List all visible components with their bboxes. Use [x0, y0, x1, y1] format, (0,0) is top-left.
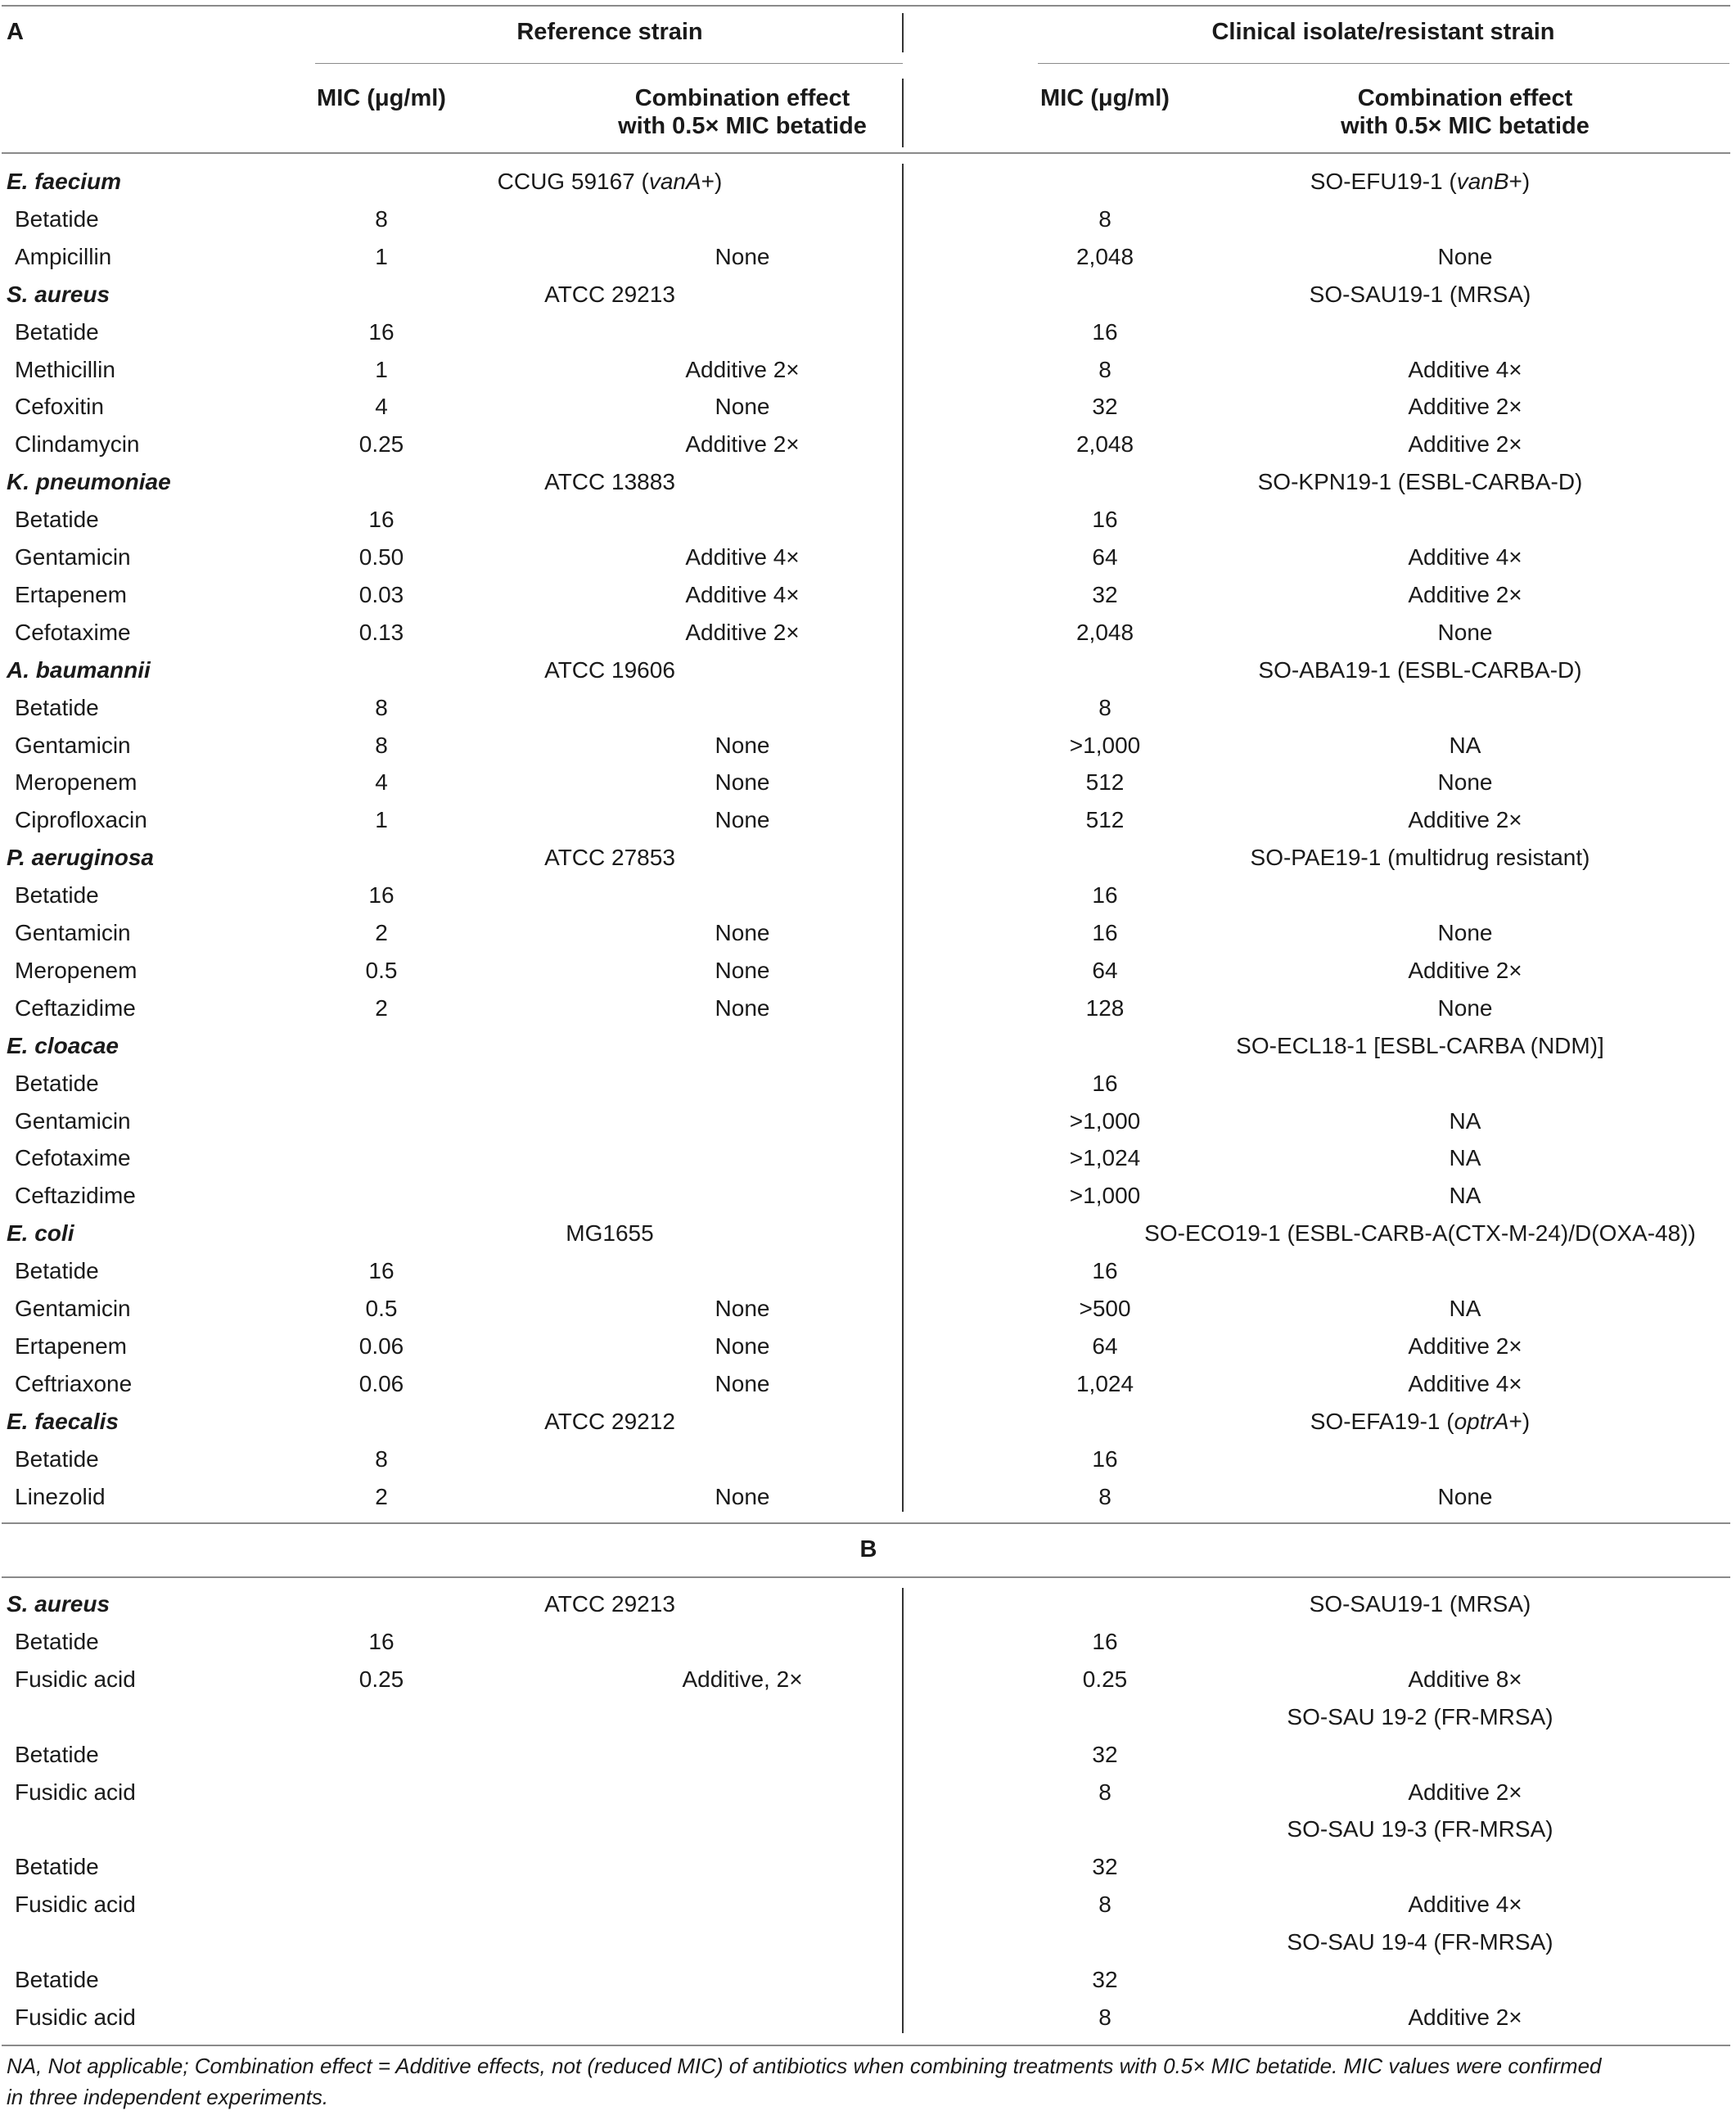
- clinical-mic: 16: [1092, 920, 1118, 945]
- reference-strain-text: ATCC 19606: [544, 656, 675, 683]
- clin-combination-header: Combination effect with 0.5× MIC betatide: [1341, 85, 1589, 139]
- reference-strain: [544, 1590, 675, 1618]
- clinical-mic: 16: [1092, 1445, 1118, 1472]
- reference-combination-effect: None: [715, 957, 770, 983]
- clinical-combination-effect: NA: [1449, 1145, 1481, 1171]
- clinical-combination-effect: None: [1437, 1483, 1493, 1509]
- reference-strain: [566, 1220, 653, 1247]
- header-divider-bottom: [902, 79, 904, 147]
- reference-strain: [498, 168, 723, 196]
- reference-strain-header: Reference strain: [516, 19, 703, 45]
- reference-combination-effect: None: [715, 732, 770, 758]
- reference-mic: 2: [375, 1483, 388, 1509]
- reference-mic: 8: [375, 205, 388, 232]
- reference-mic: 0.25: [358, 431, 404, 458]
- drug-name: Betatide: [15, 694, 99, 720]
- reference-strain: [544, 281, 675, 309]
- clinical-strain-text: SO-ECO19-1 (ESBL-CARB-A(CTX-M-24)/D(OXA-48)): [1144, 1220, 1696, 1247]
- clinical-combination-effect: NA: [1449, 1183, 1481, 1209]
- reference-strain: [544, 1408, 675, 1436]
- drug-name: Betatide: [15, 205, 99, 232]
- footnote-line-2: in three independent experiments.: [7, 2085, 329, 2109]
- bottom-rule: [2, 2045, 1730, 2046]
- drug-name: Ceftriaxone: [15, 1370, 133, 1396]
- reference-mic: 16: [368, 882, 395, 909]
- clinical-span-rule: [1038, 63, 1729, 64]
- reference-strain: [544, 656, 675, 684]
- clinical-strain-tail: +): [1508, 169, 1531, 194]
- header-bottom-rule: [2, 152, 1730, 154]
- drug-name: Betatide: [15, 1258, 99, 1284]
- clinical-mic: 16: [1092, 1070, 1118, 1096]
- clinical-combination-effect: NA: [1449, 732, 1481, 758]
- organism-label: A. baumannii: [7, 656, 151, 683]
- clinical-strain-text: SO-EFU19-1 (: [1310, 169, 1457, 194]
- reference-mic: 0.13: [358, 619, 404, 645]
- clinical-mic: 64: [1092, 957, 1118, 983]
- clinical-mic: >500: [1079, 1296, 1131, 1321]
- drug-name: Linezolid: [15, 1483, 106, 1509]
- reference-mic: 0.25: [358, 1666, 404, 1692]
- drug-name: Gentamicin: [15, 1107, 131, 1134]
- clinical-mic: 32: [1092, 1741, 1118, 1767]
- clinical-combination-effect: None: [1437, 994, 1493, 1021]
- clinical-strain: [1287, 1928, 1553, 1956]
- reference-mic: 16: [368, 1258, 395, 1284]
- clinical-strain: [1144, 1220, 1696, 1247]
- reference-combination-effect: None: [715, 1370, 770, 1396]
- drug-name: Gentamicin: [15, 544, 131, 570]
- clinical-strain: [1258, 656, 1581, 684]
- clinical-strain-text: SO-SAU19-1 (MRSA): [1309, 281, 1531, 307]
- clinical-strain: [1287, 1815, 1553, 1843]
- clinical-strain-tail: +): [1508, 1408, 1531, 1434]
- clinical-strain: [1310, 168, 1530, 196]
- clinical-mic: 2,048: [1075, 619, 1134, 645]
- clinical-mic: 32: [1092, 581, 1118, 607]
- drug-name: Ertapenem: [15, 1333, 127, 1359]
- clinical-mic: >1,024: [1069, 1145, 1141, 1171]
- clinical-mic: 8: [1098, 205, 1111, 232]
- reference-combination-effect: None: [715, 994, 770, 1021]
- reference-mic: 1: [375, 356, 388, 382]
- clinical-combination-effect: None: [1437, 619, 1493, 645]
- reference-strain-text: MG1655: [566, 1220, 654, 1247]
- clinical-combination-effect: Additive 2×: [1408, 2004, 1522, 2030]
- reference-strain-text: ATCC 29213: [544, 1591, 675, 1617]
- clinical-strain-text: SO-SAU 19-4 (FR-MRSA): [1287, 1929, 1553, 1955]
- clinical-combination-effect: Additive 2×: [1408, 807, 1522, 833]
- reference-combination-effect: Additive 2×: [685, 619, 800, 645]
- clinical-combination-effect: Additive 2×: [1408, 1779, 1522, 1805]
- drug-name: Betatide: [15, 318, 99, 345]
- reference-mic: 0.5: [365, 1296, 398, 1321]
- drug-name: Gentamicin: [15, 920, 131, 945]
- clinical-mic: 16: [1092, 318, 1118, 345]
- clinical-combination-effect: None: [1437, 920, 1493, 945]
- clinical-mic: 8: [1098, 694, 1111, 720]
- drug-name: Betatide: [15, 1854, 99, 1880]
- reference-combination-effect: Additive, 2×: [682, 1666, 803, 1692]
- reference-mic: 1: [375, 243, 388, 269]
- organism-label: K. pneumoniae: [7, 469, 171, 495]
- drug-name: Fusidic acid: [15, 1666, 136, 1692]
- panel-a-label: A: [7, 19, 24, 45]
- reference-mic: 0.03: [358, 581, 404, 607]
- reference-strain: [544, 844, 675, 872]
- clinical-combination-effect: None: [1437, 769, 1493, 796]
- drug-name: Methicillin: [15, 356, 115, 382]
- clinical-strain-text: SO-ABA19-1 (ESBL-CARBA-D): [1258, 656, 1582, 683]
- clinical-combination-effect: Additive 2×: [1408, 957, 1522, 983]
- organism-label: S. aureus: [7, 281, 110, 307]
- clinical-combination-effect: Additive 8×: [1408, 1666, 1522, 1692]
- clinical-strain: [1251, 844, 1590, 872]
- drug-name: Ceftazidime: [15, 1183, 136, 1209]
- clinical-mic: 8: [1098, 2004, 1111, 2030]
- panel-separator-rule: [2, 1522, 1730, 1524]
- header-divider-top: [902, 13, 904, 52]
- clin-mic-header: MIC (μg/ml): [1040, 85, 1170, 111]
- reference-combination-effect: None: [715, 769, 770, 796]
- drug-name: Cefoxitin: [15, 394, 104, 420]
- reference-strain-text: ATCC 13883: [544, 469, 675, 495]
- clinical-strain-text: SO-SAU 19-2 (FR-MRSA): [1287, 1703, 1553, 1729]
- reference-combination-effect: Additive 4×: [685, 544, 800, 570]
- clinical-strain: [1310, 1590, 1531, 1618]
- reference-mic: 16: [368, 507, 395, 533]
- footnote-line-1: NA, Not applicable; Combination effect = Additive effects, not (reduced MIC) of antibiotics when combining treatments with 0.5× MIC betatide. MIC values were confirmed: [7, 2054, 1602, 2078]
- clinical-strain: [1310, 1408, 1530, 1436]
- reference-combination-effect: Additive 4×: [685, 581, 800, 607]
- clinical-combination-effect: Additive 2×: [1408, 394, 1522, 420]
- clinical-combination-effect: Additive 2×: [1408, 1333, 1522, 1359]
- clinical-mic: 16: [1092, 1628, 1118, 1654]
- clinical-combination-effect: Additive 4×: [1408, 356, 1522, 382]
- reference-mic: 0.50: [358, 544, 404, 570]
- drug-name: Meropenem: [15, 957, 138, 983]
- clinical-strain-text: SO-PAE19-1 (multidrug resistant): [1250, 845, 1590, 871]
- reference-combination-effect: None: [715, 1333, 770, 1359]
- drug-name: Fusidic acid: [15, 1779, 136, 1805]
- organism-label: P. aeruginosa: [7, 845, 155, 871]
- clinical-combination-effect: NA: [1449, 1107, 1481, 1134]
- drug-name: Ertapenem: [15, 581, 127, 607]
- reference-mic: 2: [375, 920, 388, 945]
- clinical-mic: 16: [1092, 882, 1118, 909]
- organism-label: E. faecium: [7, 169, 122, 194]
- panel-b-column-divider: [902, 1588, 904, 2033]
- clinical-strain-header: Clinical isolate/resistant strain: [1211, 19, 1555, 45]
- reference-strain-text: CCUG 59167 (: [497, 169, 649, 194]
- reference-mic: 8: [375, 1445, 388, 1472]
- organism-label: E. cloacae: [7, 1032, 119, 1058]
- drug-name: Fusidic acid: [15, 1892, 136, 1918]
- drug-name: Betatide: [15, 1445, 99, 1472]
- clinical-strain-text: SO-EFA19-1 (: [1310, 1408, 1454, 1434]
- reference-span-rule: [315, 63, 903, 64]
- clinical-mic: 16: [1092, 507, 1118, 533]
- drug-name: Ciprofloxacin: [15, 807, 147, 833]
- reference-mic: 16: [368, 1628, 395, 1654]
- reference-mic: 0.06: [358, 1333, 404, 1359]
- clinical-combination-effect: Additive 4×: [1408, 1370, 1522, 1396]
- reference-mic: 16: [368, 318, 395, 345]
- reference-combination-effect: None: [715, 394, 770, 420]
- drug-name: Betatide: [15, 1967, 99, 1992]
- organism-label: E. faecalis: [7, 1408, 119, 1434]
- clinical-mic: 32: [1092, 394, 1118, 420]
- organism-label: S. aureus: [7, 1591, 110, 1617]
- ref-mic-header: MIC (μg/ml): [317, 85, 446, 111]
- reference-strain-text: ATCC 29213: [544, 281, 675, 307]
- clinical-strain: [1236, 1032, 1604, 1060]
- ref-combination-header: Combination effect with 0.5× MIC betatide: [618, 85, 867, 139]
- clinical-combination-effect: Additive 4×: [1408, 1892, 1522, 1918]
- clinical-combination-effect: None: [1437, 243, 1493, 269]
- clinical-mic: 2,048: [1075, 243, 1134, 269]
- clinical-mic: 64: [1092, 1333, 1118, 1359]
- clinical-strain: [1310, 281, 1531, 309]
- drug-name: Ampicillin: [15, 243, 112, 269]
- reference-combination-effect: None: [715, 1483, 770, 1509]
- drug-name: Betatide: [15, 882, 99, 909]
- clinical-mic: 64: [1092, 544, 1118, 570]
- clinical-mic: 8: [1098, 356, 1111, 382]
- clinical-mic: 8: [1098, 1892, 1111, 1918]
- panel-b-header-rule: [2, 1576, 1730, 1578]
- drug-name: Gentamicin: [15, 1296, 131, 1321]
- clinical-strain-text: SO-SAU19-1 (MRSA): [1309, 1591, 1531, 1617]
- reference-strain: [544, 468, 675, 496]
- clinical-combination-effect: Additive 4×: [1408, 544, 1522, 570]
- reference-strain-text: ATCC 29212: [544, 1408, 675, 1434]
- clinical-mic: >1,000: [1069, 1183, 1141, 1209]
- clinical-strain: [1258, 468, 1583, 496]
- clinical-mic: 1,024: [1075, 1370, 1134, 1396]
- drug-name: Cefotaxime: [15, 1145, 131, 1171]
- reference-strain-gene: vanA: [648, 169, 701, 194]
- drug-name: Cefotaxime: [15, 619, 131, 645]
- drug-name: Betatide: [15, 1070, 99, 1096]
- drug-name: Ceftazidime: [15, 994, 136, 1021]
- clinical-mic: 32: [1092, 1854, 1118, 1880]
- reference-combination-effect: None: [715, 807, 770, 833]
- reference-mic: 1: [375, 807, 388, 833]
- reference-combination-effect: None: [715, 1296, 770, 1321]
- reference-combination-effect: Additive 2×: [685, 431, 800, 458]
- drug-name: Betatide: [15, 1741, 99, 1767]
- reference-mic: 4: [375, 394, 388, 420]
- clinical-strain-text: SO-ECL18-1 [ESBL-CARBA (NDM)]: [1236, 1032, 1604, 1058]
- clinical-mic: 512: [1085, 769, 1125, 796]
- reference-strain-text: ATCC 27853: [544, 845, 675, 871]
- clinical-strain-text: SO-SAU 19-3 (FR-MRSA): [1287, 1816, 1553, 1842]
- clinical-mic: 128: [1085, 994, 1125, 1021]
- clinical-mic: 32: [1092, 1967, 1118, 1992]
- drug-name: Betatide: [15, 1628, 99, 1654]
- clinical-mic: >1,000: [1069, 732, 1141, 758]
- reference-mic: 4: [375, 769, 388, 796]
- panel-b-label: B: [859, 1536, 877, 1563]
- reference-strain-tail: +): [701, 169, 723, 194]
- organism-label: E. coli: [7, 1220, 74, 1247]
- reference-mic: 0.06: [358, 1370, 404, 1396]
- reference-mic: 2: [375, 994, 388, 1021]
- reference-combination-effect: Additive 2×: [685, 356, 800, 382]
- clinical-mic: 8: [1098, 1779, 1111, 1805]
- clinical-strain: [1287, 1703, 1553, 1731]
- clinical-combination-effect: Additive 2×: [1408, 581, 1522, 607]
- panel-a-column-divider: [902, 164, 904, 1512]
- clinical-strain-text: SO-KPN19-1 (ESBL-CARBA-D): [1257, 469, 1583, 495]
- drug-name: Clindamycin: [15, 431, 140, 458]
- clinical-combination-effect: NA: [1449, 1296, 1481, 1321]
- reference-combination-effect: None: [715, 920, 770, 945]
- top-rule: [2, 5, 1730, 7]
- clinical-mic: 8: [1098, 1483, 1111, 1509]
- clinical-mic: 16: [1092, 1258, 1118, 1284]
- clinical-strain-gene: vanB: [1456, 169, 1509, 194]
- drug-name: Gentamicin: [15, 732, 131, 758]
- clinical-mic: 0.25: [1082, 1666, 1128, 1692]
- drug-name: Fusidic acid: [15, 2004, 136, 2030]
- clinical-mic: 512: [1085, 807, 1125, 833]
- reference-combination-effect: None: [715, 243, 770, 269]
- reference-mic: 8: [375, 694, 388, 720]
- reference-mic: 0.5: [365, 957, 398, 983]
- clinical-combination-effect: Additive 2×: [1408, 431, 1522, 458]
- reference-mic: 8: [375, 732, 388, 758]
- clinical-strain-gene: optrA: [1454, 1408, 1509, 1434]
- drug-name: Meropenem: [15, 769, 138, 796]
- drug-name: Betatide: [15, 507, 99, 533]
- clinical-mic: 2,048: [1075, 431, 1134, 458]
- clinical-mic: >1,000: [1069, 1107, 1141, 1134]
